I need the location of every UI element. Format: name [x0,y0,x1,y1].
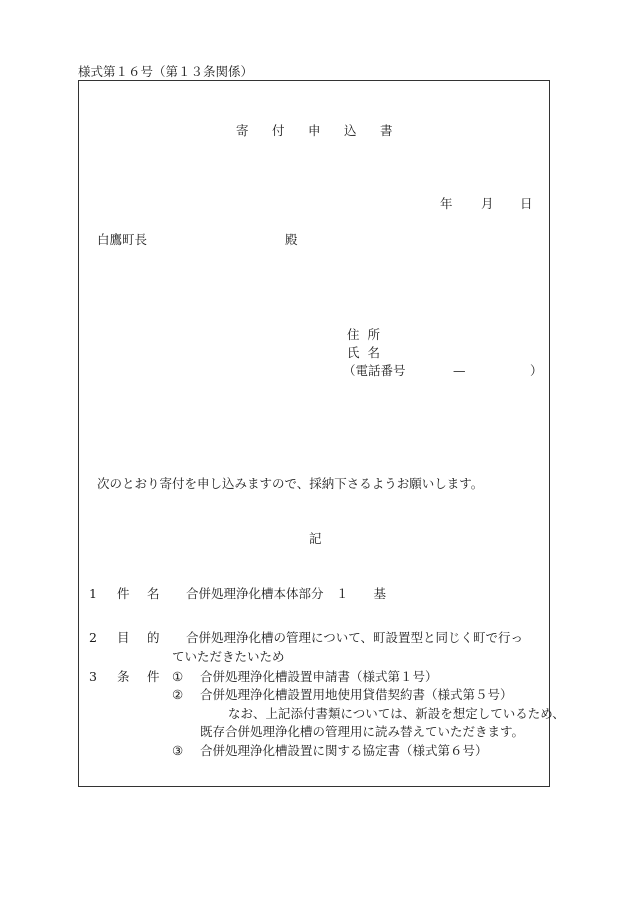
addressee-name: 白鷹町長 [97,232,148,247]
date-day: 日 [520,196,533,211]
item-value-line: 合併処理浄化槽の管理について、町設置型と同じく町で行っ [186,630,524,645]
item-label-char: 目 [117,630,130,645]
addressee-honorific: 殿 [285,232,298,247]
phone-close: ） [530,363,543,378]
ki-heading: 記 [309,531,322,546]
item-label-char: 件 [117,586,130,601]
item-value: 合併処理浄化槽本体部分 １ 基 [186,586,387,601]
date-year: 年 [440,196,453,211]
title-char: 込 [344,123,357,138]
condition-text: 合併処理浄化槽設置申請書（様式第１号） [200,669,438,684]
title-char: 申 [308,123,321,138]
phone-label: （電話番号 [343,363,406,378]
item-number: 2 [89,630,97,645]
title-char: 寄 [236,123,249,138]
item-label-char: 的 [147,630,160,645]
item-label-char: 条 [117,669,130,684]
item-label-char: 名 [147,586,160,601]
condition-marker: ② [172,687,184,702]
title-char: 書 [380,123,393,138]
intro-text: 次のとおり寄付を申し込みますので、採納下さるようお願いします。 [97,476,484,491]
name-label: 氏 名 [347,345,382,360]
item-value-line: ていただきたいため [172,649,285,664]
condition-note: 既存合併処理浄化槽の管理用に読み替えていただきます。 [200,724,525,739]
condition-marker: ③ [172,743,184,758]
item-label-char: 件 [147,669,160,684]
form-number: 様式第１６号（第１３条関係） [78,64,254,79]
title-char: 付 [272,123,285,138]
phone-dash: — [453,363,466,378]
item-number: 1 [89,586,97,601]
condition-note: なお、上記添付書類については、新設を想定しているため、 [228,706,565,721]
condition-text: 合併処理浄化槽設置に関する協定書（様式第６号） [200,743,488,758]
date-month: 月 [481,196,494,211]
condition-marker: ① [172,669,184,684]
item-number: 3 [89,669,97,684]
condition-text: 合併処理浄化槽設置用地使用貸借契約書（様式第５号） [200,687,513,702]
address-label: 住 所 [347,327,382,342]
